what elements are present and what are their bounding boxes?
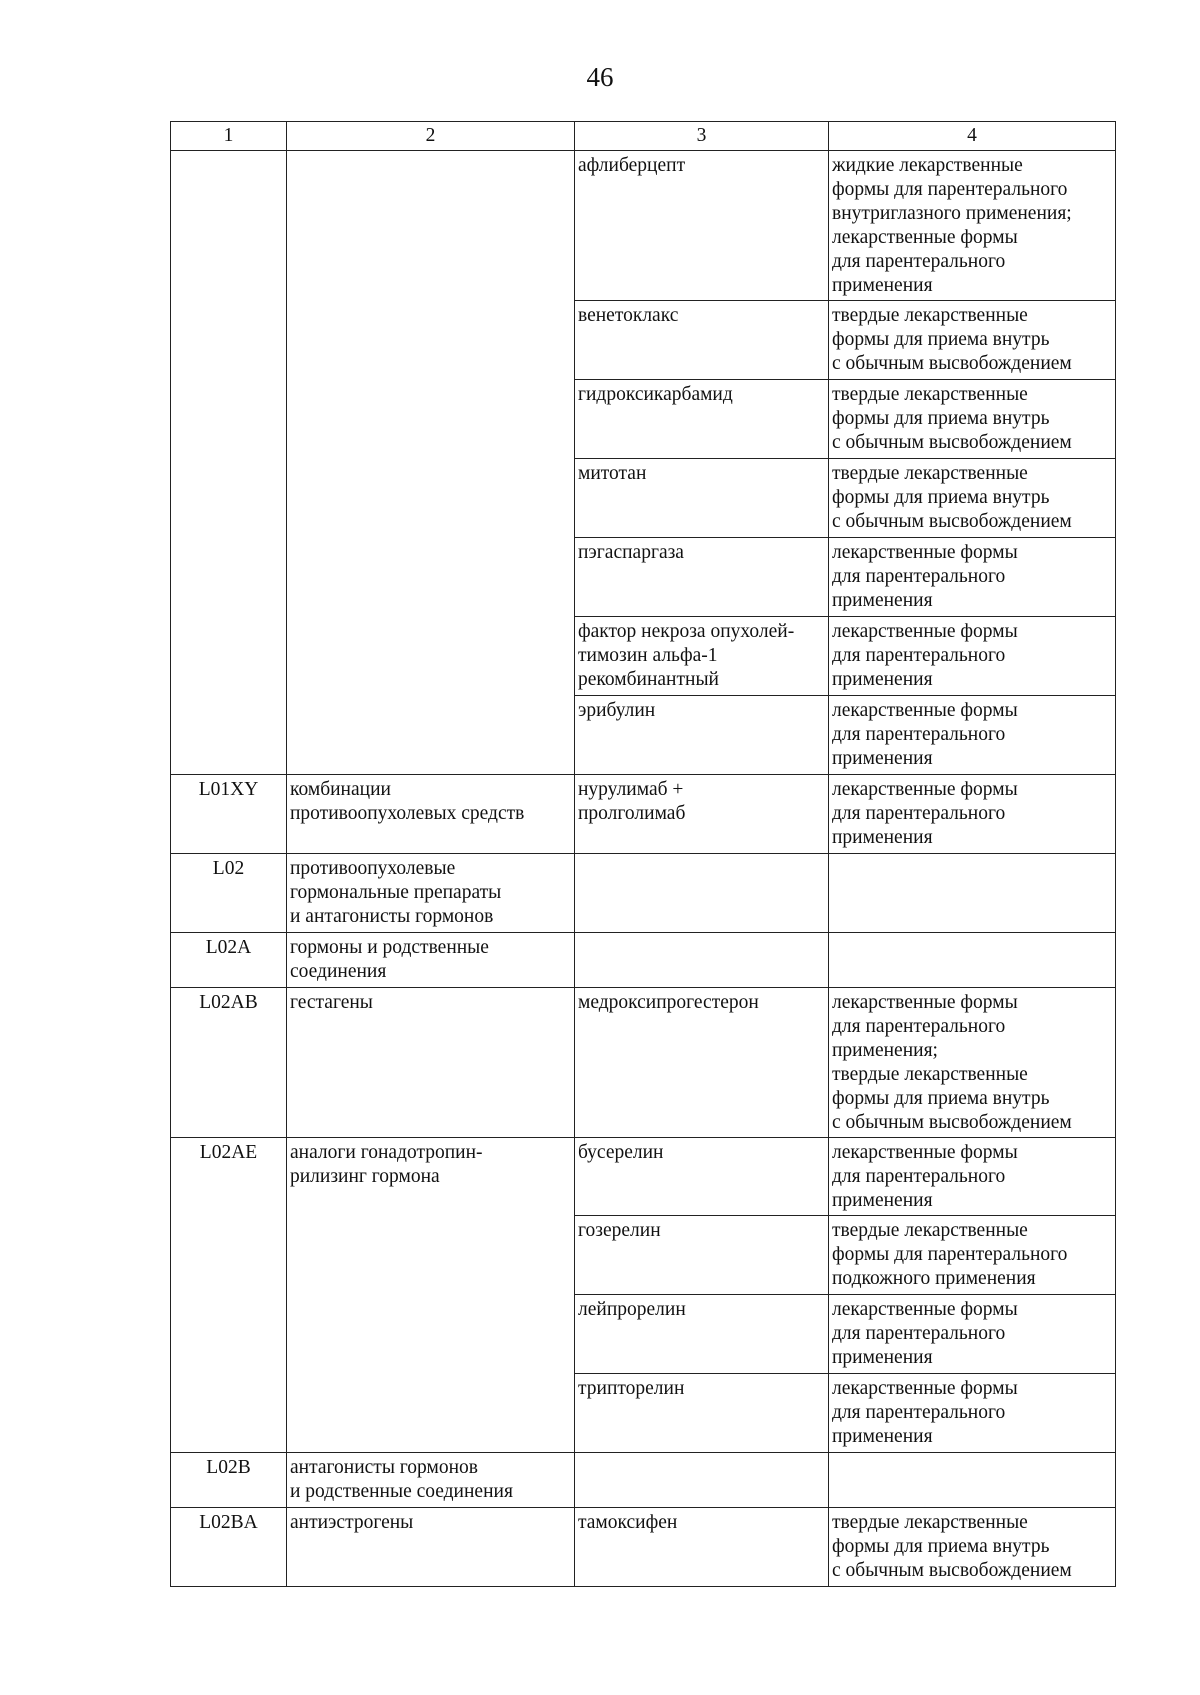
dosage-form-line: для парентерального bbox=[832, 724, 1006, 745]
group-name-cell bbox=[287, 988, 575, 1138]
header-row bbox=[171, 122, 1116, 151]
drug-name: пэгаспаргаза bbox=[578, 542, 684, 563]
dosage-form-line: для парентерального bbox=[832, 566, 1006, 587]
dosage-form-line: твердые лекарственные bbox=[832, 1512, 1028, 1533]
atc-code-cell bbox=[171, 933, 287, 988]
dosage-form-line: лекарственные формы bbox=[832, 992, 1018, 1013]
dosage-form-line: для парентерального bbox=[832, 251, 1006, 272]
dosage-form-cell bbox=[829, 1374, 1116, 1453]
dosage-form-line: применения bbox=[832, 827, 933, 848]
drug-name-line: тимозин альфа-1 bbox=[578, 645, 718, 666]
group-name-line: противоопухолевых средств bbox=[290, 803, 525, 824]
dosage-form-line: для парентерального bbox=[832, 1402, 1006, 1423]
group-name-line: антиэстрогены bbox=[290, 1512, 414, 1533]
drug-name-line: рекомбинантный bbox=[578, 669, 719, 690]
dosage-form-cell bbox=[829, 775, 1116, 854]
dosage-form-cell bbox=[829, 988, 1116, 1138]
atc-code-cell bbox=[171, 151, 287, 775]
drug-table bbox=[170, 121, 1116, 1587]
atc-code: L02AE bbox=[199, 1142, 258, 1163]
dosage-form-cell bbox=[829, 538, 1116, 617]
drug-name: тамоксифен bbox=[578, 1512, 678, 1533]
dosage-form-line: твердые лекарственные bbox=[832, 1220, 1028, 1241]
dosage-form-line: для парентерального bbox=[832, 1016, 1006, 1037]
dosage-form-line: лекарственные формы bbox=[832, 621, 1018, 642]
atc-code-cell bbox=[171, 988, 287, 1138]
table-row bbox=[171, 1508, 1116, 1587]
dosage-form-line: лекарственные формы bbox=[832, 227, 1018, 248]
group-name-line: рилизинг гормона bbox=[290, 1166, 440, 1187]
dosage-form-line: жидкие лекарственные bbox=[832, 155, 1023, 176]
drug-name-cell bbox=[575, 988, 829, 1138]
dosage-form-cell bbox=[829, 151, 1116, 301]
dosage-form-line: для парентерального bbox=[832, 1166, 1006, 1187]
drug-name-cell bbox=[575, 1295, 829, 1374]
dosage-form-line: применения bbox=[832, 1426, 933, 1447]
dosage-form-cell bbox=[829, 617, 1116, 696]
drug-name-cell bbox=[575, 696, 829, 775]
drug-name-line: нурулимаб + bbox=[578, 779, 684, 800]
table-row bbox=[171, 1453, 1116, 1508]
dosage-form-line: лекарственные формы bbox=[832, 700, 1018, 721]
dosage-form-cell bbox=[829, 380, 1116, 459]
drug-name-cell bbox=[575, 1453, 829, 1508]
group-name-line: гестагены bbox=[290, 992, 373, 1013]
dosage-form-line: формы для парентерального bbox=[832, 1244, 1068, 1265]
group-name-cell bbox=[287, 1453, 575, 1508]
group-name-line: гормоны и родственные bbox=[290, 937, 489, 958]
table-row bbox=[171, 151, 1116, 301]
drug-name: гозерелин bbox=[578, 1220, 661, 1241]
drug-name-cell bbox=[575, 1508, 829, 1587]
group-name-cell bbox=[287, 1138, 575, 1453]
dosage-form-cell bbox=[829, 1295, 1116, 1374]
dosage-form-line: для парентерального bbox=[832, 1323, 1006, 1344]
dosage-form-cell bbox=[829, 1138, 1116, 1216]
dosage-form-cell bbox=[829, 1508, 1116, 1587]
dosage-form-line: формы для приема внутрь bbox=[832, 1088, 1050, 1109]
dosage-form-line: применения bbox=[832, 590, 933, 611]
group-name-line: и антагонисты гормонов bbox=[290, 906, 494, 927]
drug-name: эрибулин bbox=[578, 700, 656, 721]
dosage-form-line: применения bbox=[832, 748, 933, 769]
dosage-form-line: внутриглазного применения; bbox=[832, 203, 1072, 224]
drug-name-cell bbox=[575, 854, 829, 933]
drug-name-line: пролголимаб bbox=[578, 803, 686, 824]
col-header-4: 4 bbox=[829, 122, 1116, 151]
page-number: 46 bbox=[586, 62, 614, 92]
dosage-form-line: формы для приема внутрь bbox=[832, 487, 1050, 508]
dosage-form-line: с обычным высвобождением bbox=[832, 511, 1072, 532]
dosage-form-line: с обычным высвобождением bbox=[832, 1560, 1072, 1581]
dosage-form-line: твердые лекарственные bbox=[832, 1064, 1028, 1085]
dosage-form-line: лекарственные формы bbox=[832, 1142, 1018, 1163]
atc-code: L02B bbox=[206, 1457, 251, 1478]
dosage-form-line: применения bbox=[832, 1347, 933, 1368]
dosage-form-cell bbox=[829, 933, 1116, 988]
drug-name-cell bbox=[575, 459, 829, 538]
atc-code: L02AB bbox=[199, 992, 258, 1013]
dosage-form-line: применения bbox=[832, 275, 933, 296]
dosage-form-line: для парентерального bbox=[832, 645, 1006, 666]
dosage-form-line: подкожного применения bbox=[832, 1268, 1036, 1289]
drug-name-cell bbox=[575, 380, 829, 459]
dosage-form-cell bbox=[829, 854, 1116, 933]
table-row bbox=[171, 775, 1116, 854]
dosage-form-line: лекарственные формы bbox=[832, 1299, 1018, 1320]
col-header-2: 2 bbox=[287, 122, 575, 151]
drug-name: гидроксикарбамид bbox=[578, 384, 733, 405]
atc-code: L02 bbox=[212, 858, 245, 879]
group-name-cell bbox=[287, 775, 575, 854]
atc-code-cell bbox=[171, 854, 287, 933]
drug-name-cell bbox=[575, 538, 829, 617]
drug-name-cell bbox=[575, 1138, 829, 1216]
atc-code-cell bbox=[171, 1453, 287, 1508]
group-name-line: антагонисты гормонов bbox=[290, 1457, 478, 1478]
group-name-line: гормональные препараты bbox=[290, 882, 502, 903]
dosage-form-line: твердые лекарственные bbox=[832, 305, 1028, 326]
table-row bbox=[171, 1138, 1116, 1216]
drug-name: бусерелин bbox=[578, 1142, 664, 1163]
drug-name-cell bbox=[575, 151, 829, 301]
dosage-form-cell bbox=[829, 1453, 1116, 1508]
atc-code-cell bbox=[171, 775, 287, 854]
drug-name-cell bbox=[575, 301, 829, 380]
atc-code: L02BA bbox=[199, 1512, 258, 1533]
drug-name: лейпрорелин bbox=[578, 1299, 686, 1320]
dosage-form-cell bbox=[829, 1216, 1116, 1295]
dosage-form-line: применения bbox=[832, 1190, 933, 1211]
drug-name-cell bbox=[575, 1216, 829, 1295]
drug-name: медроксипрогестерон bbox=[578, 992, 759, 1013]
drug-name-cell bbox=[575, 933, 829, 988]
dosage-form-line: формы для приема внутрь bbox=[832, 329, 1050, 350]
drug-name: трипторелин bbox=[578, 1378, 685, 1399]
drug-name-cell bbox=[575, 775, 829, 854]
dosage-form-line: применения bbox=[832, 669, 933, 690]
group-name-cell bbox=[287, 1508, 575, 1587]
dosage-form-line: с обычным высвобождением bbox=[832, 353, 1072, 374]
dosage-form-cell bbox=[829, 459, 1116, 538]
atc-code-cell bbox=[171, 1138, 287, 1453]
dosage-form-line: для парентерального bbox=[832, 803, 1006, 824]
dosage-form-line: твердые лекарственные bbox=[832, 384, 1028, 405]
dosage-form-line: твердые лекарственные bbox=[832, 463, 1028, 484]
table-row bbox=[171, 988, 1116, 1138]
dosage-form-line: формы для парентерального bbox=[832, 179, 1068, 200]
group-name-line: аналоги гонадотропин- bbox=[290, 1142, 483, 1163]
col-header-1: 1 bbox=[171, 122, 287, 151]
group-name-cell bbox=[287, 933, 575, 988]
table-row bbox=[171, 854, 1116, 933]
col-header-3: 3 bbox=[575, 122, 829, 151]
group-name-line: и родственные соединения bbox=[290, 1481, 513, 1502]
group-name-line: противоопухолевые bbox=[290, 858, 456, 879]
dosage-form-line: с обычным высвобождением bbox=[832, 1112, 1072, 1133]
drug-name: афлиберцепт bbox=[578, 155, 686, 176]
dosage-form-line: лекарственные формы bbox=[832, 1378, 1018, 1399]
dosage-form-line: лекарственные формы bbox=[832, 779, 1018, 800]
atc-code: L01XY bbox=[198, 779, 259, 800]
dosage-form-line: формы для приема внутрь bbox=[832, 408, 1050, 429]
atc-code: L02A bbox=[205, 937, 252, 958]
group-name-line: комбинации bbox=[290, 779, 391, 800]
dosage-form-line: с обычным высвобождением bbox=[832, 432, 1072, 453]
dosage-form-line: лекарственные формы bbox=[832, 542, 1018, 563]
group-name-line: соединения bbox=[290, 961, 387, 982]
group-name-cell bbox=[287, 854, 575, 933]
drug-name-line: фактор некроза опухолей- bbox=[578, 621, 795, 642]
atc-code-cell bbox=[171, 1508, 287, 1587]
drug-name-cell bbox=[575, 617, 829, 696]
drug-name: митотан bbox=[578, 463, 647, 484]
dosage-form-line: формы для приема внутрь bbox=[832, 1536, 1050, 1557]
dosage-form-cell bbox=[829, 696, 1116, 775]
table-row bbox=[171, 933, 1116, 988]
dosage-form-cell bbox=[829, 301, 1116, 380]
drug-name: венетоклакс bbox=[578, 305, 679, 326]
group-name-cell bbox=[287, 151, 575, 775]
dosage-form-line: применения; bbox=[832, 1040, 938, 1061]
drug-name-cell bbox=[575, 1374, 829, 1453]
